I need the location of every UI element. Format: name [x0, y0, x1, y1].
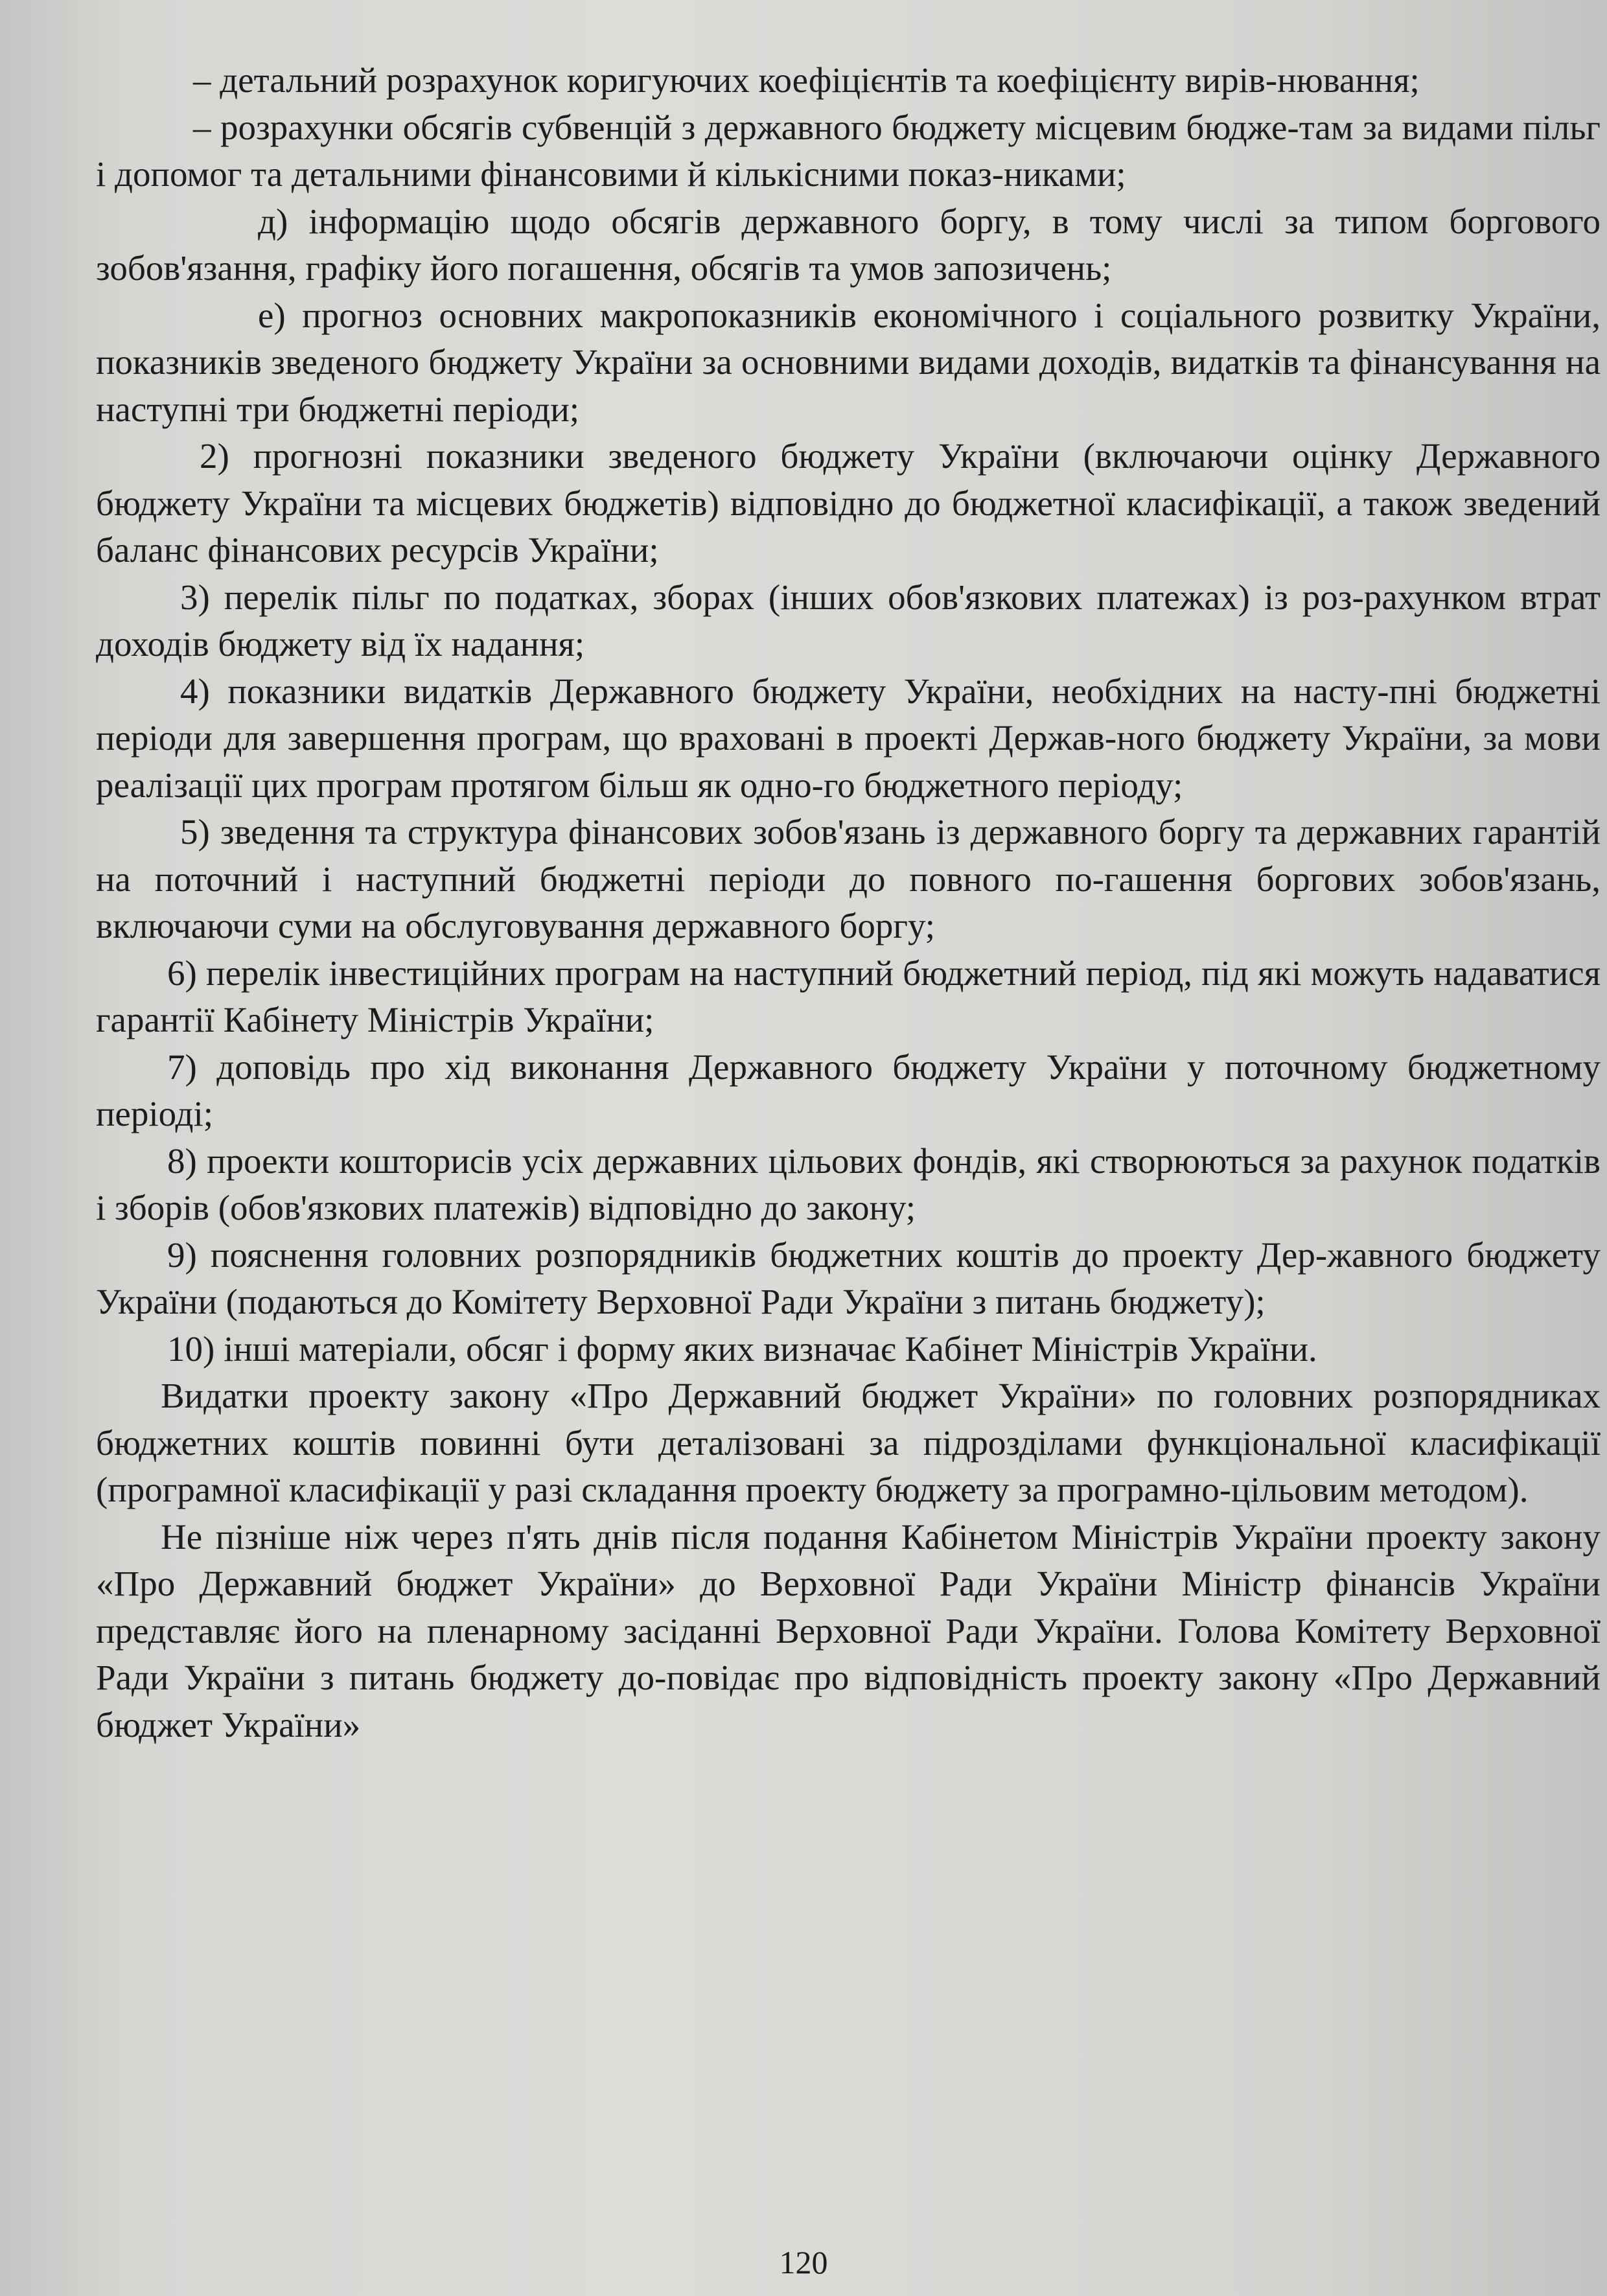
paragraph-item-10: 10) інші матеріали, обсяг і форму яких визначає Кабінет Міністрів України.: [167, 1328, 1317, 1369]
paragraph-item-9: 9) пояснення головних розпорядників бюджетних коштів до проекту Дер-жавного бюджету України (подаються до Комітету Верховної Ради України з питань бюджету);: [96, 1235, 1601, 1321]
document-body: [96, 57, 1601, 1748]
paragraph-subventions: – розрахунки обсягів субвенцій з державного бюджету місцевим бюдже-там за видами пільг і допомог та детальними фінансовими й кількісними показ-никами;: [96, 107, 1601, 194]
page-number: 120: [779, 2244, 828, 2280]
paragraph-correction-coefficients: – детальний розрахунок коригуючих коефіцієнтів та коефіцієнту вирів-нювання;: [193, 60, 1420, 100]
paragraph-item-7: 7) доповідь про хід виконання Державного бюджету України у поточному бюджетному періоді;: [96, 1047, 1601, 1133]
paragraph-item-3: 3) перелік пільг по податках, зборах (інших обов'язкових платежах) із роз-рахунком втрат доходів бюджету від їх надання;: [96, 577, 1601, 664]
paragraph-macro-forecast: е) прогноз основних макропоказників економічного і соціального розвитку України, показників зведеного бюджету України за основними видами доходів, видатків та фінансування на наступні три бюджетні періоди;: [96, 295, 1601, 429]
paragraph-item-8: 8) проекти кошторисів усіх державних цільових фондів, які створюються за рахунок податків і зборів (обов'язкових платежів) відповідно до закону;: [96, 1141, 1601, 1227]
paragraph-item-4: 4) показники видатків Державного бюджету України, необхідних на насту-пні бюджетні періоди для завершення програм, що враховані в проекті Держав-ного бюджету України, за мови реалізації цих програм протягом більш як одно-го бюджетного періоду;: [96, 671, 1601, 805]
paragraph-item-6: 6) перелік інвестиційних програм на наступний бюджетний період, під які можуть надаватися гарантії Кабінету Міністрів України;: [96, 953, 1601, 1039]
paragraph-item-5: 5) зведення та структура фінансових зобов'язань із державного боргу та державних гарантій на поточний і наступний бюджетні періоди до повного по-гашення боргових зобов'язань, включаючи суми на обслуговування державного боргу;: [96, 812, 1601, 945]
paragraph-item-2: 2) прогнозні показники зведеного бюджету України (включаючи оцінку Державного бюджету України та місцевих бюджетів) відповідно до бюджетної класифікації, а також зведений баланс фінансових ресурсів України;: [96, 436, 1601, 570]
paragraph-state-debt: д) інформацію щодо обсягів державного боргу, в тому числі за типом боргового зобов'язання, графіку його погашення, обсягів та умов запозичень;: [96, 201, 1601, 288]
paragraph-presentation: Не пізніше ніж через п'ять днів після подання Кабінетом Міністрів України проекту закону «Про Державний бюджет України» до Верховної Ради України Міністр фінансів України представляє його на пленарному засіданні Верховної Ради України. Голова Комітету Верховної Ради України з питань бюджету до-повідає про відповідність проекту закону «Про Державний бюджет України»: [96, 1516, 1601, 1745]
paragraph-expenditures: Видатки проекту закону «Про Державний бюджет України» по головних розпорядниках бюджетних коштів повинні бути деталізовані за підрозділами функціональної класифікації (програмної класифікації у разі складання проекту бюджету за програмно-цільовим методом).: [96, 1376, 1601, 1509]
